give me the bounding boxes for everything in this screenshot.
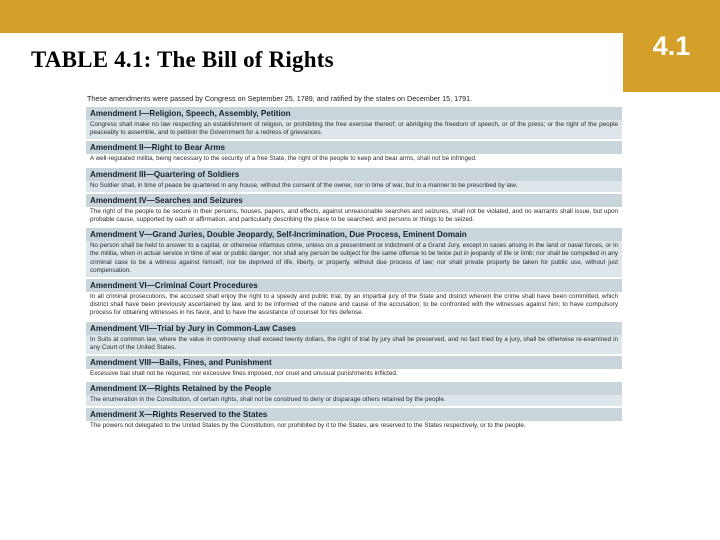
- amendment-7: [86, 322, 622, 354]
- amendment-text: A well-regulated militia, being necessary to the security of a free State, the right of the people to keep and bear arms, shall not be infringed.: [86, 154, 622, 165]
- slide-title: TABLE 4.1: The Bill of Rights: [31, 47, 334, 72]
- amendment-6: [86, 279, 622, 320]
- amendment-text: No person shall be held to answer to a capital, or otherwise infamous crime, unless on a presentment or indictment of a Grand Jury, except in cases arising in the land or naval forces, or in the militia, when in actual service in time of war or public danger; nor shall any person be subject for the same offense to be twice put in jeopardy of life or limb; nor shall be compelled in any criminal case to be a witness against himself, nor be deprived of life, liberty, or property, without due process of law; nor shall private property be taken for public use, without just compensation.: [86, 241, 622, 277]
- amendment-heading: Amendment IV—Searches and Seizures: [86, 194, 622, 207]
- table-intro: These amendments were passed by Congress on September 25, 1789, and ratified by the states on December 15, 1791.: [87, 94, 473, 103]
- amendment-heading: Amendment VIII—Bails, Fines, and Punishment: [86, 356, 622, 369]
- slide-number-badge: 4.1: [623, 0, 720, 92]
- amendment-5: [86, 228, 622, 277]
- amendment-text: The enumeration in the Constitution, of certain rights, shall not be construed to deny or disparage others retained by the people.: [86, 395, 622, 406]
- amendment-text: In all criminal prosecutions, the accused shall enjoy the right to a speedy and public trial, by an impartial jury of the State and district wherein the crime shall have been committed, which district shall have been previously ascertained by law, and to be informed of the nature and cause of the accusation; to be confronted with the witnesses against him; to have compulsory process for obtaining witnesses in his favor, and to have the assistance of counsel for his defense.: [86, 292, 622, 320]
- top-accent-bar: [0, 0, 720, 33]
- amendment-heading: Amendment I—Religion, Speech, Assembly, Petition: [86, 107, 622, 120]
- amendment-heading: Amendment VII—Trial by Jury in Common-Law Cases: [86, 322, 622, 335]
- amendment-heading: Amendment III—Quartering of Soldiers: [86, 168, 622, 181]
- amendment-4: [86, 194, 622, 226]
- amendment-9: [86, 382, 622, 406]
- amendment-heading: Amendment X—Rights Reserved to the States: [86, 408, 622, 421]
- bill-of-rights-table: [86, 94, 622, 435]
- amendment-3: [86, 168, 622, 192]
- amendment-heading: Amendment VI—Criminal Court Procedures: [86, 279, 622, 292]
- amendment-text: Excessive bail shall not be required, nor excessive fines imposed, nor cruel and unusual punishments inflicted.: [86, 369, 622, 380]
- amendment-8: [86, 356, 622, 380]
- amendment-2: [86, 141, 622, 165]
- amendment-text: No Soldier shall, in time of peace be quartered in any house, without the consent of the owner, nor in time of war, but in a manner to be prescribed by law.: [86, 181, 622, 192]
- amendment-text: The right of the people to be secure in their persons, houses, papers, and effects, against unreasonable searches and seizures, shall not be violated, and no warrants shall issue, but upon probable cause, supported by oath or affirmation, and particularly describing the place to be searched, and persons or things to be seized.: [86, 207, 622, 226]
- amendment-heading: Amendment V—Grand Juries, Double Jeopardy, Self-Incrimination, Due Process, Eminent Domain: [86, 228, 622, 241]
- amendment-1: [86, 107, 622, 139]
- amendment-text: The powers not delegated to the United States by the Constitution, nor prohibited by it to the States, are reserved to the States respectively, or to the people.: [86, 421, 622, 432]
- title-divider: [0, 90, 623, 92]
- amendment-text: Congress shall make no law respecting an establishment of religion, or prohibiting the free exercise thereof; or abridging the freedom of speech, or of the press; or the right of the people peaceably to assemble, and to petition the Government for a redress of grievances.: [86, 120, 622, 139]
- amendment-10: [86, 408, 622, 432]
- amendment-heading: Amendment II—Right to Bear Arms: [86, 141, 622, 154]
- amendment-text: In Suits at common law, where the value in controversy shall exceed twenty dollars, the right of trial by jury shall be preserved, and no fact tried by a jury, shall be otherwise re-examined in any Court of the United States.: [86, 335, 622, 354]
- amendment-heading: Amendment IX—Rights Retained by the People: [86, 382, 622, 395]
